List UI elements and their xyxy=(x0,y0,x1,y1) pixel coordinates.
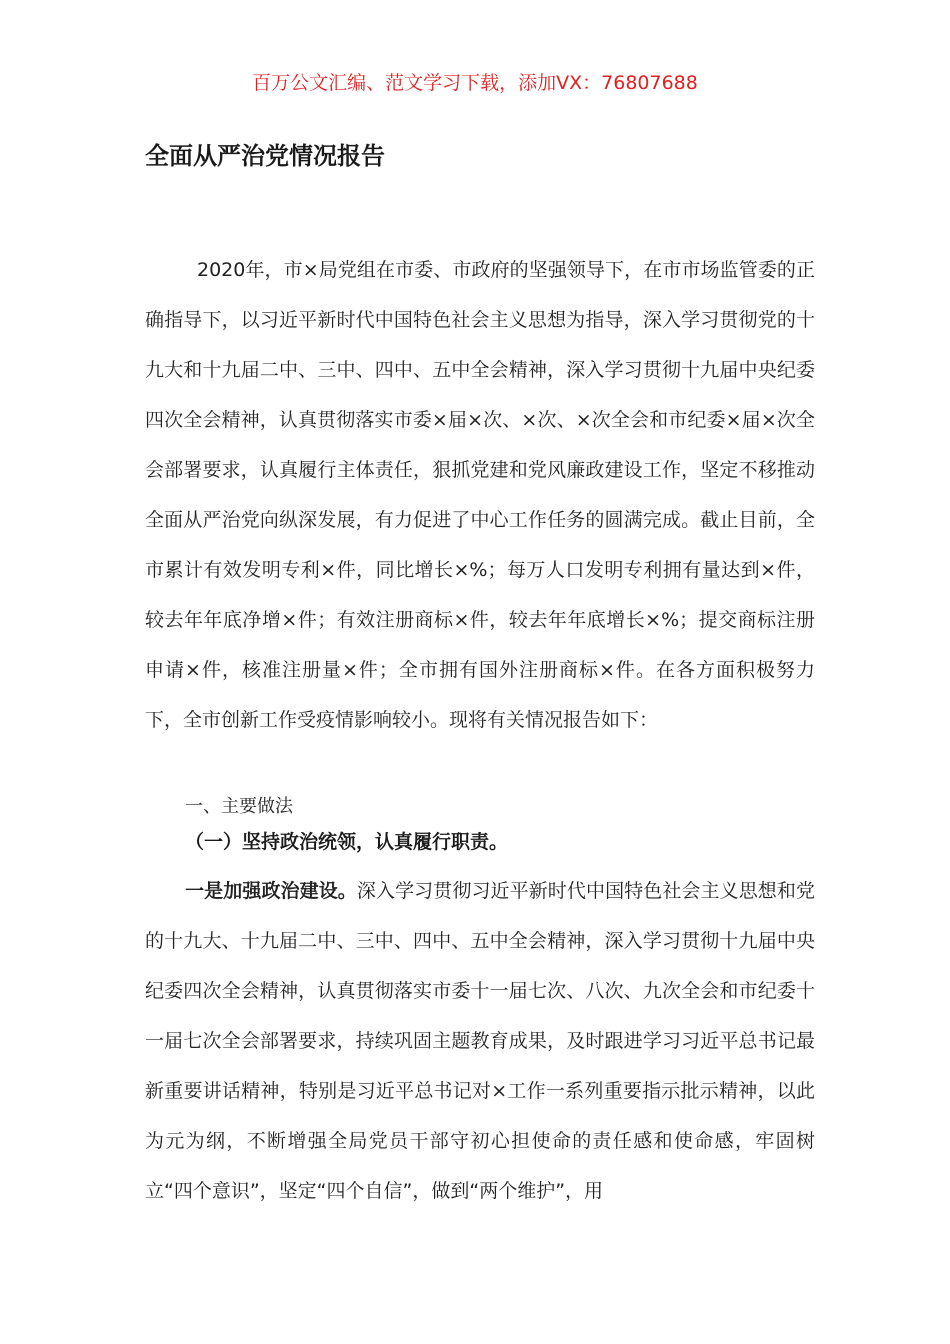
header-banner: 百万公文汇编、范文学习下载，添加VX：76807688 xyxy=(252,72,698,94)
intro-paragraph xyxy=(145,245,815,745)
section-heading: 一、主要做法 xyxy=(185,796,293,817)
paragraph-lead: 一是加强政治建设。 xyxy=(185,880,357,902)
paragraph-body: 深入学习贯彻习近平新时代中国特色社会主义思想和党的十九大、十九届二中、三中、四中、五中全会精神，深入学习贯彻十九届中央纪委四次全会精神，认真贯彻落实市委十一届七次、八次、九次全会和市纪委十一届七次全会部署要求，持续巩固主题教育成果，及时跟进学习习近平总书记最新重要讲话精神，特别是习近平总书记对×工作一系列重要指示批示精神，以此为元为纲，不断增强全局党员干部守初心担使命的责任感和使命感，牢固树立“四个意识”，坚定“四个自信”，做到“两个维护”，用 xyxy=(145,880,815,1202)
intro-paragraph-text: 2020年，市×局党组在市委、市政府的坚强领导下，在市市场监管委的正确指导下，以习近平新时代中国特色社会主义思想为指导，深入学习贯彻党的十九大和十九届二中、三中、四中、五中全会精神，深入学习贯彻十九届中央纪委四次全会精神，认真贯彻落实市委×届×次、×次、×次全会和市纪委×届×次全会部署要求，认真履行主体责任，狠抓党建和党风廉政建设工作，坚定不移推动全面从严治党向纵深发展，有力促进了中心工作任务的圆满完成。截止目前，全市累计有效发明专利×件，同比增长×%；每万人口发明专利拥有量达到×件，较去年年底净增×件；有效注册商标×件，较去年年底增长×%；提交商标注册申请×件，核准注册量×件；全市拥有国外注册商标×件。在各方面积极努力下，全市创新工作受疫情影响较小。现将有关情况报告如下： xyxy=(145,259,815,731)
paragraph-political-building xyxy=(145,866,815,1216)
document-title: 全面从严治党情况报告 xyxy=(145,142,385,170)
sub-heading: （一）坚持政治统领，认真履行职责。 xyxy=(185,831,509,853)
